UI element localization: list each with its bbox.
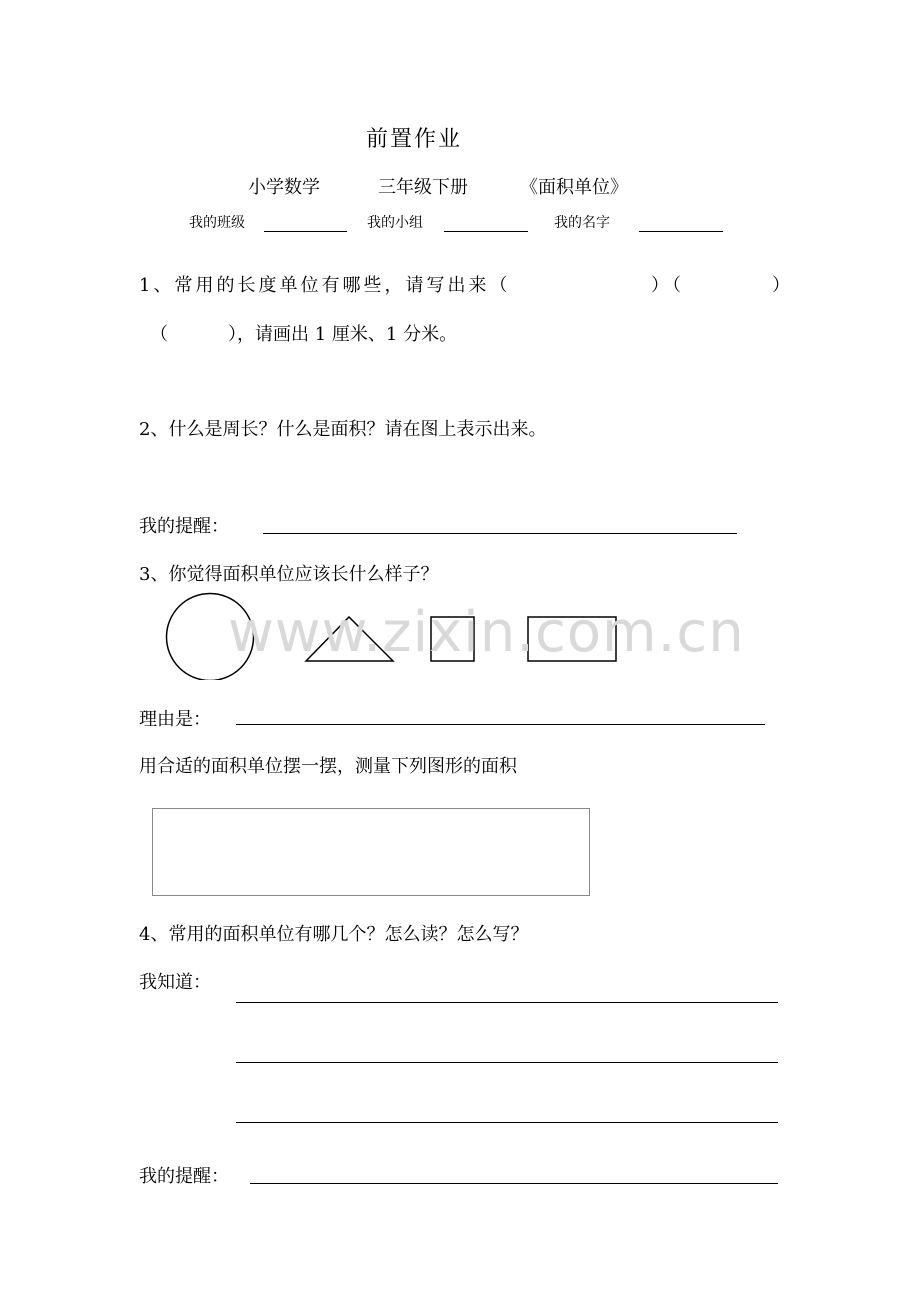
question-1-paren-mid: ）（ (651, 275, 684, 296)
reminder-label-1: 我的提醒： (139, 516, 229, 537)
know-label: 我知道： (139, 972, 211, 993)
know-blank-2[interactable] (236, 1062, 778, 1063)
lesson-label: 《面积单位》 (520, 177, 628, 198)
reason-label: 理由是： (139, 709, 211, 730)
group-blank[interactable] (444, 231, 528, 232)
reminder-label-2: 我的提醒： (139, 1166, 229, 1187)
know-blank-1[interactable] (236, 1002, 778, 1003)
question-3-text: 3、你觉得面积单位应该长什么样子？ (139, 564, 439, 585)
name-label: 我的名字 (554, 215, 610, 231)
subject-label: 小学数学 (248, 177, 320, 198)
group-label: 我的小组 (367, 215, 423, 231)
question-4-text: 4、常用的面积单位有哪几个？怎么读？怎么写？ (139, 924, 529, 945)
question-1-line2-open: （ (150, 324, 168, 345)
question-2-text: 2、什么是周长？什么是面积？请在图上表示出来。 (139, 419, 547, 440)
name-blank[interactable] (639, 231, 723, 232)
question-1-paren-end: ） (772, 275, 793, 296)
reason-blank[interactable] (236, 724, 765, 725)
measure-instruction: 用合适的面积单位摆一摆，测量下列图形的面积 (139, 756, 517, 777)
reminder-blank-2[interactable] (250, 1183, 778, 1184)
know-blank-3[interactable] (236, 1122, 778, 1123)
watermark: www.zixin.com.cn (228, 600, 745, 665)
question-1-text: 1、常用的长度单位有哪些，请写出来（ (139, 275, 511, 296)
page-title: 前置作业 (366, 127, 463, 152)
class-blank[interactable] (264, 231, 347, 232)
class-label: 我的班级 (189, 215, 245, 231)
reminder-blank-1[interactable] (263, 533, 737, 534)
grade-label: 三年级下册 (378, 177, 468, 198)
question-1-line2-text: ），请画出 1 厘米、1 分米。 (228, 324, 458, 345)
measure-box (152, 808, 590, 896)
